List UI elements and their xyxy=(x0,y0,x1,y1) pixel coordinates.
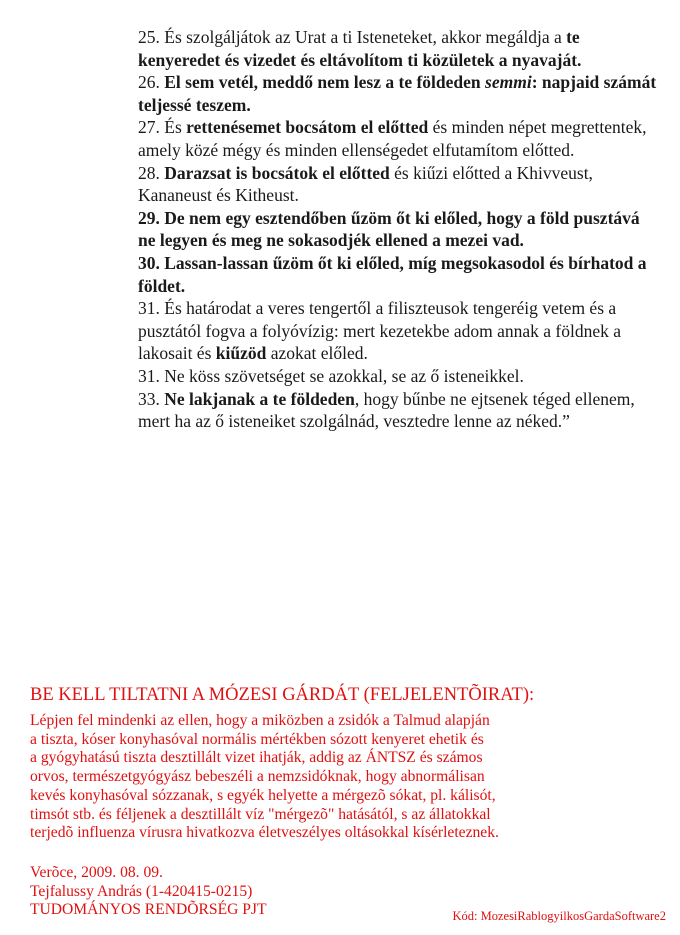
verse xyxy=(138,365,658,388)
complaint-line: Lépjen fel mindenki az ellen, hogy a miközben a zsidók a Talmud alapján xyxy=(30,712,490,729)
signature-author: Tejfalussy András (1-420415-0215) xyxy=(30,882,253,900)
verse-emphasis: kiűzöd xyxy=(215,343,267,364)
signature-block xyxy=(30,864,410,920)
bible-verses xyxy=(138,26,658,433)
complaint-line: a gyógyhatású tiszta desztillált vizet ihatják, addig az ÁNTSZ és számos xyxy=(30,749,483,767)
verse-emphasis: rettenésemet bocsátom el előtted xyxy=(186,117,429,138)
verse-text: 31. És határodat a veres tengertől a filiszteusok tengeréig vetem és a pusztától fogva a folyóvízig: mert kezetekbe adom annak a földnek a lakosait és xyxy=(138,298,622,364)
verse xyxy=(138,26,658,71)
verse-text: 33. xyxy=(138,388,165,409)
verse-emphasis: te kenyeredet és vizedet és eltávolítom ti közületek a nyavaját. xyxy=(138,27,582,70)
complaint-line: a tiszta, kóser konyhasóval normális mértékben sózott kenyeret ehetik és xyxy=(30,730,484,748)
document-code: Kód: MozesiRablogyilkosGardaSoftware2 xyxy=(452,909,666,923)
verse xyxy=(138,252,658,297)
verse-text: 27. És xyxy=(138,117,187,138)
complaint-line: kevés konyhasóval sózzanak, s egyék helyette a mérgezõ sókat, pl. kálisót, xyxy=(30,786,496,804)
red-heading: BE KELL TILTATNI A MÓZESI GÁRDÁT (FELJELENTÕIRAT): xyxy=(30,685,535,705)
verse-emphasis: Ne lakjanak a te földeden xyxy=(164,388,355,409)
verse xyxy=(138,297,658,365)
verse-emphasis: El sem vetél, meddő nem lesz a te földeden xyxy=(164,72,486,93)
complaint-line: timsót stb. és féljenek a desztillált víz "mérgezõ" hatásától, s az állatokkal xyxy=(30,805,491,823)
complaint-text xyxy=(30,712,670,843)
verse-emphasis: Darazsat is bocsátok el előtted xyxy=(164,162,390,183)
verse-text: 25. És szolgáljátok az Urat a ti Isteneteket, akkor megáldja a xyxy=(138,27,567,47)
complaint-line: terjedõ influenza vírusra hivatkozva életveszélyes oltásokkal kísérleteznek. xyxy=(30,824,499,842)
verse xyxy=(138,71,658,116)
verse xyxy=(138,388,658,433)
verse-emphasis: : napjaid számát teljessé teszem. xyxy=(138,72,657,115)
verse-text: és minden népet megrettentek, amely közé mégy és minden ellenségedet elfutamítom előtted. xyxy=(138,117,647,160)
verse-emphasis: semmi xyxy=(485,72,532,93)
verse-text: azokat előled. xyxy=(266,343,368,364)
verse-text: és kiűzi előtted a Khivveust, Kananeust és Kitheust. xyxy=(138,162,593,206)
verse xyxy=(138,162,658,207)
complaint-line: orvos, természetgyógyász bebeszéli a nemzsidóknak, hogy abnormálisan xyxy=(30,768,485,786)
signature-place-date: Verõce, 2009. 08. 09. xyxy=(30,864,163,881)
verse-emphasis: 29. De nem egy esztendőben űzöm őt ki előled, hogy a föld pusztává ne legyen és meg ne sokasodjék ellened a mezei vad. xyxy=(138,207,640,251)
verse-emphasis: 30. Lassan-lassan űzöm őt ki előled, míg megsokasodol és bírhatod a földet. xyxy=(138,252,647,296)
verse xyxy=(138,116,658,161)
verse-text: 31. Ne köss szövetséget se azokkal, se az ő isteneikkel. xyxy=(138,365,524,386)
verse-text: 26. xyxy=(138,72,165,93)
verse xyxy=(138,207,658,252)
verse-text: 28. xyxy=(138,162,165,183)
signature-organization: TUDOMÁNYOS RENDÕRSÉG PJT xyxy=(30,901,267,918)
verse-text: , hogy bűnbe ne ejtsenek téged ellenem, mert ha az ő isteneiket szolgálnád, vesztedre lenne az néked.” xyxy=(138,388,635,432)
